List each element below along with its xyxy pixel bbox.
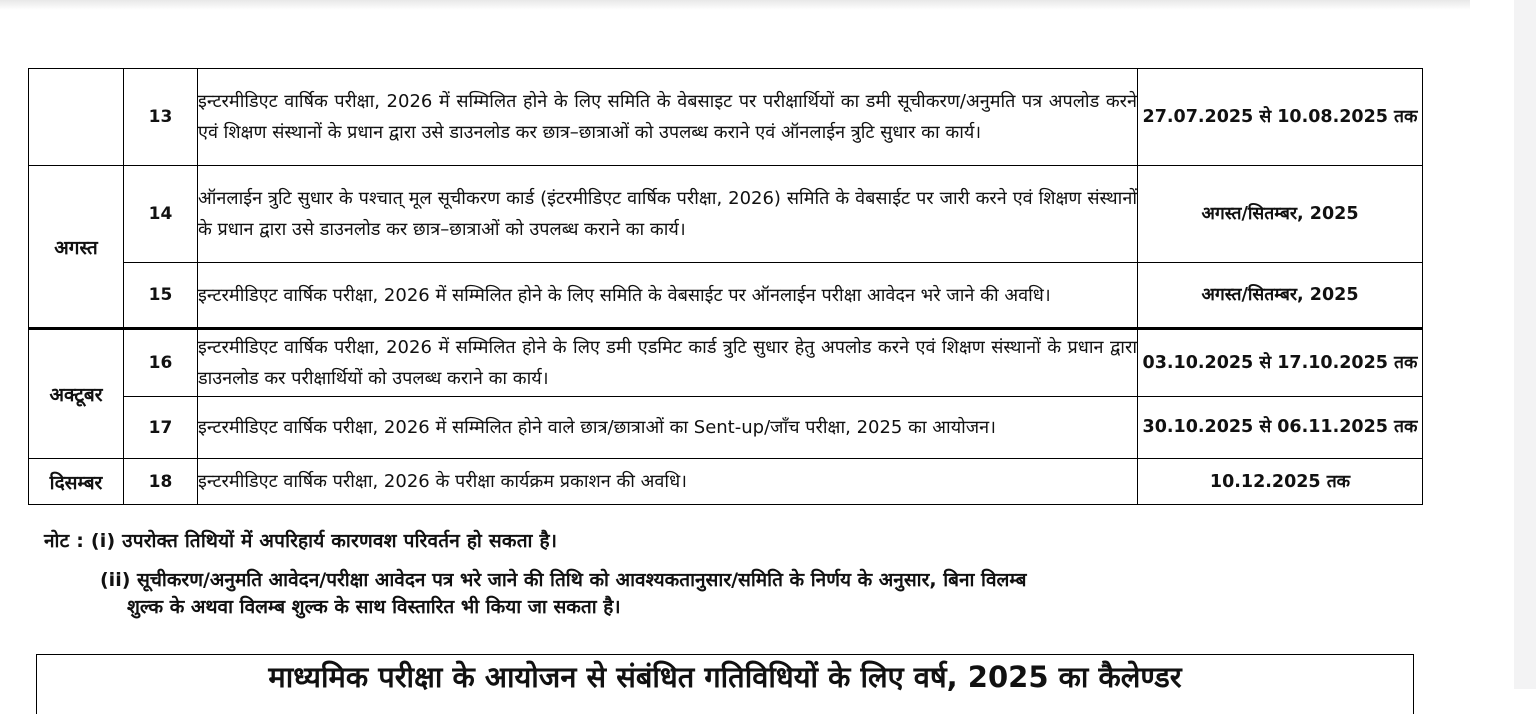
activity-description: इन्टरमीडिएट वार्षिक परीक्षा, 2026 में सम्मिलित होने के लिए डमी एडमिट कार्ड त्रुटि सुधार हेतु अपलोड करने एवं शिक्षण संस्थानों के प्रधान द्वारा डाउनलोड कर परीक्षार्थियों को उपलब्ध कराने का कार्य।	[198, 329, 1138, 397]
top-shadow-bar	[0, 0, 1470, 10]
row-number: 16	[124, 329, 198, 397]
row-number: 18	[124, 459, 198, 505]
activity-description: इन्टरमीडिएट वार्षिक परीक्षा, 2026 में सम्मिलित होने के लिए समिति के वेबसाइट पर परीक्षार्थियों का डमी सूचीकरण/अनुमति पत्र अपलोड करने एवं शिक्षण संस्थानों के प्रधान द्वारा उसे डाउनलोड कर छात्र–छात्राओं को उपलब्ध कराने एवं ऑनलाईन त्रुटि सुधार का कार्य।	[198, 69, 1138, 166]
note-2-continuation: शुल्क के अथवा विलम्ब शुल्क के साथ विस्तारित भी किया जा सकता है।	[127, 596, 621, 618]
activity-date: अगस्त/सितम्बर, 2025	[1138, 166, 1423, 263]
activity-date: 03.10.2025 से 17.10.2025 तक	[1138, 329, 1423, 397]
month-december: दिसम्बर	[29, 459, 124, 505]
note-2	[100, 567, 1394, 621]
activity-description: इन्टरमीडिएट वार्षिक परीक्षा, 2026 में सम्मिलित होने के लिए समिति के वेबसाईट पर ऑनलाईन परीक्षा आवेदन भरे जाने की अवधि।	[198, 263, 1138, 329]
notes-section	[44, 527, 1394, 621]
row-number: 14	[124, 166, 198, 263]
activity-date: 30.10.2025 से 06.11.2025 तक	[1138, 397, 1423, 459]
table-row	[29, 329, 1423, 397]
note-1: नोट : (i) उपरोक्त तिथियों में अपरिहार्य कारणवश परिवर्तन हो सकता है।	[44, 530, 558, 552]
table-row	[29, 459, 1423, 505]
table-row	[29, 397, 1423, 459]
row-number: 15	[124, 263, 198, 329]
activity-description: ऑनलाईन त्रुटि सुधार के पश्चात् मूल सूचीकरण कार्ड (इंटरमीडिएट वार्षिक परीक्षा, 2026) समिति के वेबसाईट पर जारी करने एवं शिक्षण संस्थानों के प्रधान द्वारा उसे डाउनलोड कर छात्र–छात्राओं को उपलब्ध कराने का कार्य।	[198, 166, 1138, 263]
month-august: अगस्त	[29, 166, 124, 329]
table-row	[29, 69, 1423, 166]
table-row	[29, 166, 1423, 263]
activity-date: अगस्त/सितम्बर, 2025	[1138, 263, 1423, 329]
row-number: 17	[124, 397, 198, 459]
schedule-table	[28, 68, 1423, 505]
calendar-heading: माध्यमिक परीक्षा के आयोजन से संबंधित गतिविधियों के लिए वर्ष, 2025 का कैलेण्डर	[268, 660, 1182, 694]
row-number: 13	[124, 69, 198, 166]
activity-description: इन्टरमीडिएट वार्षिक परीक्षा, 2026 में सम्मिलित होने वाले छात्र/छात्राओं का Sent-up/जाँच परीक्षा, 2025 का आयोजन।	[198, 397, 1138, 459]
month-october: अक्टूबर	[29, 329, 124, 459]
activity-date: 10.12.2025 तक	[1138, 459, 1423, 505]
note-2-first-line: (ii) सूचीकरण/अनुमति आवेदन/परीक्षा आवेदन पत्र भरे जाने की तिथि को आवश्यकतानुसार/समिति के निर्णय के अनुसार, बिना विलम्ब	[100, 569, 1027, 591]
table-row	[29, 263, 1423, 329]
activity-description: इन्टरमीडिएट वार्षिक परीक्षा, 2026 के परीक्षा कार्यक्रम प्रकाशन की अवधि।	[198, 459, 1138, 505]
right-margin-strip	[1514, 0, 1536, 689]
calendar-heading-box	[36, 654, 1414, 714]
month-cell-empty	[29, 69, 124, 166]
activity-date: 27.07.2025 से 10.08.2025 तक	[1138, 69, 1423, 166]
